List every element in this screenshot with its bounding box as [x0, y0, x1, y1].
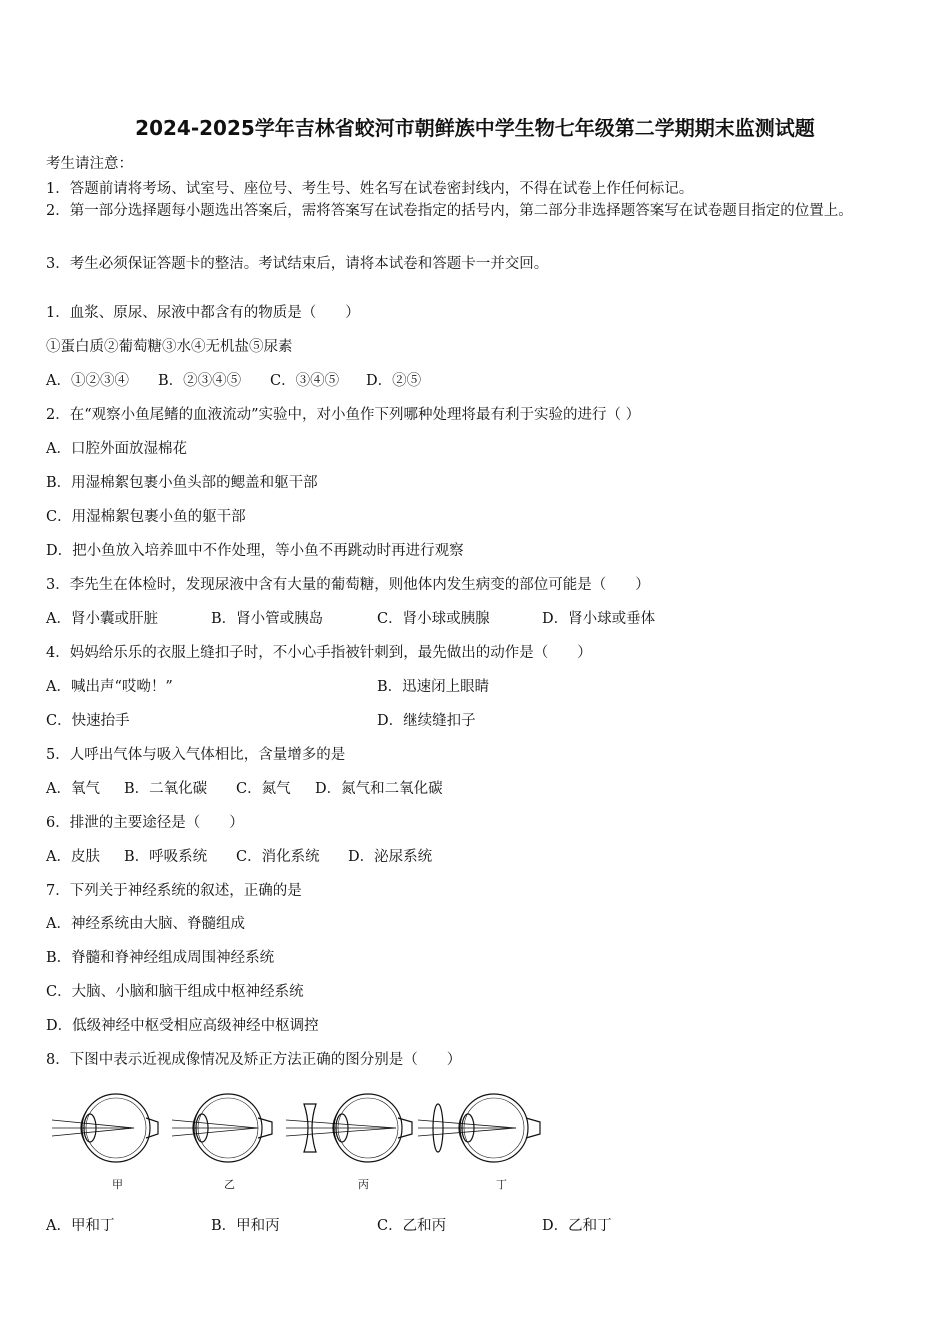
q5-option-d: D．氮气和二氧化碳	[315, 781, 443, 797]
q8-option-b: B．甲和丙	[211, 1218, 280, 1234]
figure-label-ding: 丁	[496, 1178, 507, 1191]
question-5-stem: 5．人呼出气体与吸入气体相比，含量增多的是	[46, 747, 346, 763]
page-title: 2024-2025学年吉林省蛟河市朝鲜族中学生物七年级第二学期期末监测试题	[135, 116, 815, 140]
question-6-stem: 6．排泄的主要途径是（ ）	[46, 815, 244, 831]
notice-item-2: 2．第一部分选择题每小题选出答案后，需将答案写在试卷指定的括号内，第二部分非选择题答案写在试卷题目指定的位置上。	[46, 203, 853, 219]
question-4-stem: 4．妈妈给乐乐的衣服上缝扣子时，不小心手指被针刺到，最先做出的动作是（ ）	[46, 645, 592, 661]
q4-option-a: A．喊出声“哎呦！”	[46, 679, 173, 695]
q7-option-b: B．脊髓和脊神经组成周围神经系统	[46, 950, 275, 966]
eye-ding	[418, 1094, 540, 1162]
q4-option-d: D．继续缝扣子	[377, 713, 476, 729]
q7-option-c: C．大脑、小脑和脑干组成中枢神经系统	[46, 984, 304, 1000]
q3-option-b: B．肾小管或胰岛	[211, 611, 324, 627]
q3-option-a: A．肾小囊或肝脏	[46, 611, 158, 627]
q1-option-b: B．②③④⑤	[158, 373, 242, 389]
eye-bing	[286, 1094, 412, 1162]
q2-option-d: D．把小鱼放入培养皿中不作处理，等小鱼不再跳动时再进行观察	[46, 543, 464, 559]
q8-option-a: A．甲和丁	[46, 1218, 115, 1234]
q8-option-d: D．乙和丁	[542, 1218, 612, 1234]
q2-option-c: C．用湿棉絮包裹小鱼的躯干部	[46, 509, 246, 525]
question-7-stem: 7．下列关于神经系统的叙述，正确的是	[46, 883, 302, 899]
q5-option-c: C．氮气	[236, 781, 291, 797]
q4-option-b: B．迅速闭上眼睛	[377, 679, 490, 695]
q3-option-d: D．肾小球或垂体	[542, 611, 656, 627]
figure-label-yi: 乙	[224, 1178, 235, 1191]
eye-yi	[172, 1094, 272, 1162]
q1-option-d: D．②⑤	[366, 373, 422, 389]
q5-option-a: A．氧气	[46, 781, 100, 797]
question-1-sub: ①蛋白质②葡萄糖③水④无机盐⑤尿素	[46, 339, 293, 355]
question-8-stem: 8．下图中表示近视成像情况及矫正方法正确的图分别是（ ）	[46, 1052, 462, 1068]
q1-option-a: A．①②③④	[46, 373, 129, 389]
q4-option-c: C．快速抬手	[46, 713, 130, 729]
q2-option-b: B．用湿棉絮包裹小鱼头部的鳃盖和躯干部	[46, 475, 318, 491]
q6-option-b: B．呼吸系统	[124, 849, 208, 865]
eye-jia	[52, 1094, 158, 1162]
question-2-stem: 2．在“观察小鱼尾鳍的血液流动”实验中，对小鱼作下列哪种处理将最有利于实验的进行（ ）	[46, 407, 641, 423]
q1-option-c: C．③④⑤	[270, 373, 340, 389]
q7-option-a: A．神经系统由大脑、脊髓组成	[46, 916, 245, 932]
q6-option-d: D．泌尿系统	[348, 849, 433, 865]
q3-option-c: C．肾小球或胰腺	[377, 611, 490, 627]
q7-option-d: D．低级神经中枢受相应高级神经中枢调控	[46, 1018, 319, 1034]
q2-option-a: A．口腔外面放湿棉花	[46, 441, 187, 457]
notice-item-3: 3．考生必须保证答题卡的整洁。考试结束后，请将本试卷和答题卡一并交回。	[46, 256, 549, 272]
figure-label-jia: 甲	[112, 1178, 123, 1191]
figure-label-bing: 丙	[358, 1178, 369, 1191]
q6-option-a: A．皮肤	[46, 849, 100, 865]
q6-option-c: C．消化系统	[236, 849, 320, 865]
q8-option-c: C．乙和丙	[377, 1218, 447, 1234]
notice-item-1: 1．答题前请将考场、试室号、座位号、考生号、姓名写在试卷密封线内，不得在试卷上作任何标记。	[46, 181, 694, 197]
question-3-stem: 3．李先生在体检时，发现尿液中含有大量的葡萄糖，则他体内发生病变的部位可能是（ ）	[46, 577, 650, 593]
notice-heading: 考生请注意：	[46, 156, 133, 172]
question-1-stem: 1．血浆、原尿、尿液中都含有的物质是（ ）	[46, 305, 360, 321]
q5-option-b: B．二氧化碳	[124, 781, 208, 797]
